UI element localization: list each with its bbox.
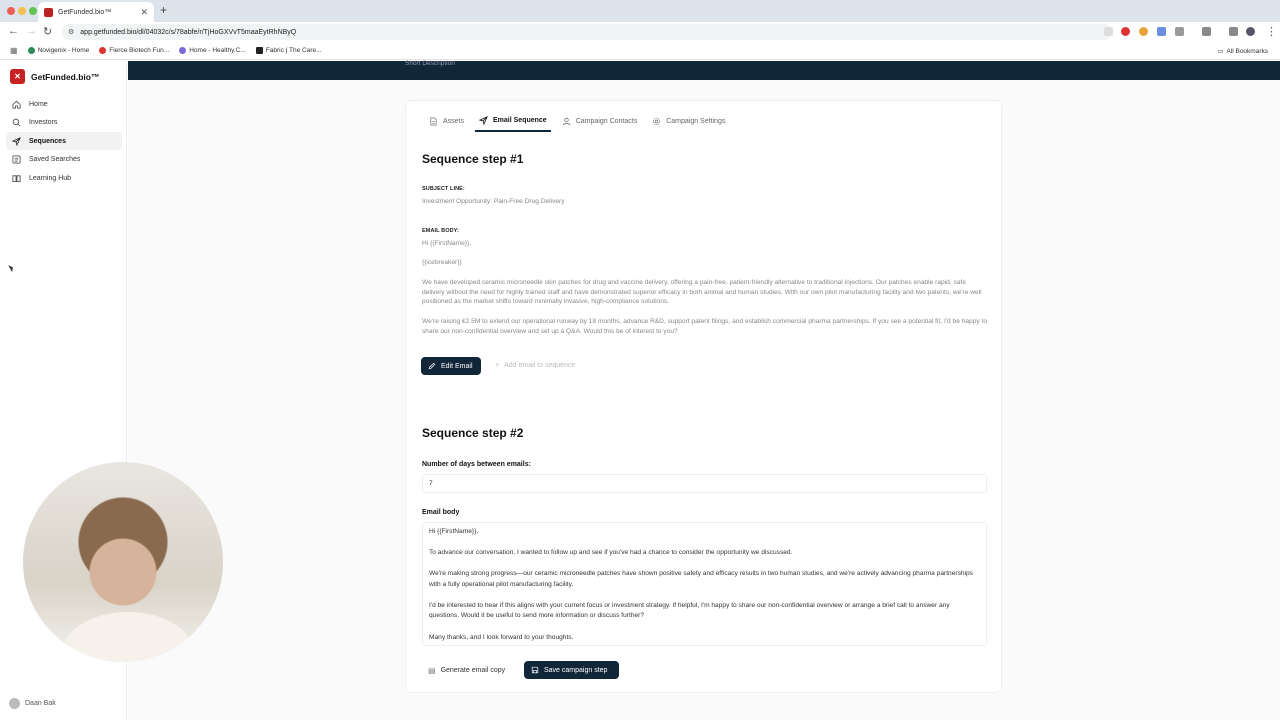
save-icon [531,666,539,674]
clipboard-icon: ▤ [428,665,436,675]
bookmark-favicon-icon [179,47,186,54]
extensions-puzzle-icon[interactable] [1175,27,1184,36]
brand[interactable] [10,69,99,84]
brand-name: GetFunded.bio™ [31,71,100,82]
pencil-icon [428,362,436,370]
sidebar-item-investors[interactable] [6,114,122,132]
sidebar-item-label: Home [29,100,48,108]
button-label: Generate email copy [440,666,506,674]
logo-icon: ✕ [10,69,25,84]
reload-icon[interactable]: ↻ [43,26,53,38]
download-icon[interactable] [1229,27,1238,36]
bookmarks-bar [0,42,1280,60]
subject-line-label: SUBJECT LINE: [422,186,465,192]
sidebar-item-saved-searches[interactable] [6,151,122,169]
profile-avatar[interactable] [1246,27,1255,36]
add-email-button[interactable] [495,362,575,369]
button-label: Save campaign step [544,666,608,674]
maximize-window-button[interactable] [29,7,37,15]
button-label: Add email to sequence [504,362,576,369]
email-line: To advance our conversation, I wanted to follow up and see if you've had a chance to consider the opportunity we discussed. [429,549,793,557]
home-icon [12,100,21,109]
browser-menu-icon[interactable]: ⋮ [1266,26,1277,38]
send-icon [479,116,488,125]
header-subtitle: Short Description [405,60,455,67]
tab-email-sequence[interactable] [475,114,551,132]
url-input[interactable] [62,24,1112,40]
main-content [128,61,1280,720]
sidebar-item-label: Learning Hub [29,174,72,182]
back-icon[interactable]: ← [8,25,19,37]
campaign-tabs [425,114,736,132]
extension-icon[interactable] [1121,27,1130,36]
button-label: Edit Email [441,362,473,370]
apps-grid-icon[interactable]: ▦ [10,46,18,55]
tab-campaign-settings[interactable] [648,114,729,132]
user-profile[interactable] [9,698,56,709]
email-line: Hi {{FirstName}}, [429,528,479,535]
days-between-input[interactable]: 7 [422,474,987,493]
new-tab-button[interactable]: + [160,3,168,17]
email-icebreaker: {{icebreaker}} [422,259,462,266]
email-paragraph: We're raising €2.5M to extend our operational runway by 18 months, advance R&D, support patent filings, and establish commercial pharma partnerships. If you see a potential fit, I'd be happy to share our non-confidential overview and set up a Q&A. Would this be of interest to you? [422,318,988,335]
site-info-icon[interactable]: ⚙ [68,29,75,36]
sidebar-item-label: Investors [29,119,58,127]
sequence-card [405,100,1002,693]
bookmark-favicon-icon [28,47,35,54]
user-icon [562,117,571,126]
close-window-button[interactable] [7,7,15,15]
bookmark-favicon-icon [99,47,106,54]
extension-icon[interactable] [1157,27,1166,36]
file-icon [429,117,438,126]
tab-label: Email Sequence [493,117,547,124]
book-icon [12,174,21,183]
bookmark-favicon-icon [256,47,263,54]
webcam-figure [63,612,193,662]
email-body-label: EMAIL BODY: [422,228,459,234]
tab-campaign-contacts[interactable] [558,114,641,132]
extension-icon[interactable] [1139,27,1148,36]
page-header [128,61,1280,80]
sidebar-item-label: Sequences [29,137,66,145]
email-greeting: Hi {{FirstName}}, [422,240,472,247]
subject-line-value: Investment Opportunity: Pain-Free Drug Delivery [422,198,565,205]
step-2-title: Sequence step #2 [422,426,524,440]
tab-label: Campaign Settings [666,118,726,125]
generate-email-copy-button[interactable] [423,661,510,679]
tab-label: Assets [443,118,465,125]
bookmark-item[interactable]: Fabric | The Care... [256,47,322,54]
email-line: I'd be interested to hear if this aligns with your current focus or investment strategy. If helpful, I'm happy to share our non-confidential overview or arrange a brief call to answer any questions. Would it be useful to send more information or discuss further? [429,601,950,620]
bookmark-item[interactable]: Home - Healthy.C... [179,47,246,54]
close-tab-icon[interactable]: ✕ [140,6,148,17]
edit-email-button[interactable] [421,357,481,375]
email-line: Many thanks, and I look forward to your thoughts. [429,633,574,641]
tab-label: Campaign Contacts [575,118,638,125]
webcam-overlay [23,462,223,662]
email-body-field-label: Email body [422,509,460,516]
tab-assets[interactable] [425,114,468,132]
url-text: app.getfunded.bio/dl/04032c/s/78abfe/r/TjHoGXVvT5maaEytRhNByQ [80,28,297,36]
sidebar-item-learning-hub[interactable] [6,169,122,187]
days-between-label: Number of days between emails: [422,461,531,468]
search-icon [12,118,21,127]
bookmark-item[interactable]: Novigenix - Home [28,47,90,54]
bookmark-item[interactable]: Fierce Biotech Fun... [99,47,169,54]
favicon-icon [44,8,53,17]
sidebar-item-sequences[interactable] [6,132,122,150]
gear-icon [652,117,661,126]
avatar [9,698,20,709]
sidebar-item-home[interactable] [6,95,122,113]
extension-icon[interactable] [1104,27,1113,36]
step-1-title: Sequence step #1 [422,152,524,166]
email-line: We're making strong progress—our ceramic microneedle patches have shown positive safety and efficacy results in two human studies, and we're actively advancing pharma partnerships with a fully operational pilot manufacturing facility. [429,570,973,588]
list-icon [12,155,21,164]
send-icon [12,137,21,146]
all-bookmarks-button[interactable]: ▭ All Bookmarks [1217,47,1268,55]
address-bar-row [0,22,1280,42]
email-paragraph: We have developed ceramic microneedle skin patches for drug and vaccine delivery, offering a pain-free, patient-friendly alternative to traditional injections. Our patches enable rapid, safe delivery without the need for highly trained staff and have demonstrated superior efficacy in both animal and human studies. With our own pilot manufacturing facility and two patents, we're well positioned as the market shifts toward minimally invasive, high-compliance solutions. [422,279,982,306]
sidebar-item-label: Saved Searches [29,156,81,164]
forward-icon[interactable]: → [26,25,37,37]
sidebar-nav [6,95,122,188]
minimize-window-button[interactable] [18,7,26,15]
user-name: Daan Bak [25,700,56,707]
browser-tab[interactable] [38,2,154,22]
browser-tab-bar [0,0,1280,22]
folder-icon: ▭ [1217,48,1224,55]
sidebar-toggle-icon[interactable] [1202,27,1211,36]
plus-icon: + [495,362,500,369]
browser-tab-title: GetFunded.bio™ [58,8,112,16]
email-body-textarea[interactable] [422,522,987,646]
save-campaign-step-button[interactable] [524,661,619,679]
